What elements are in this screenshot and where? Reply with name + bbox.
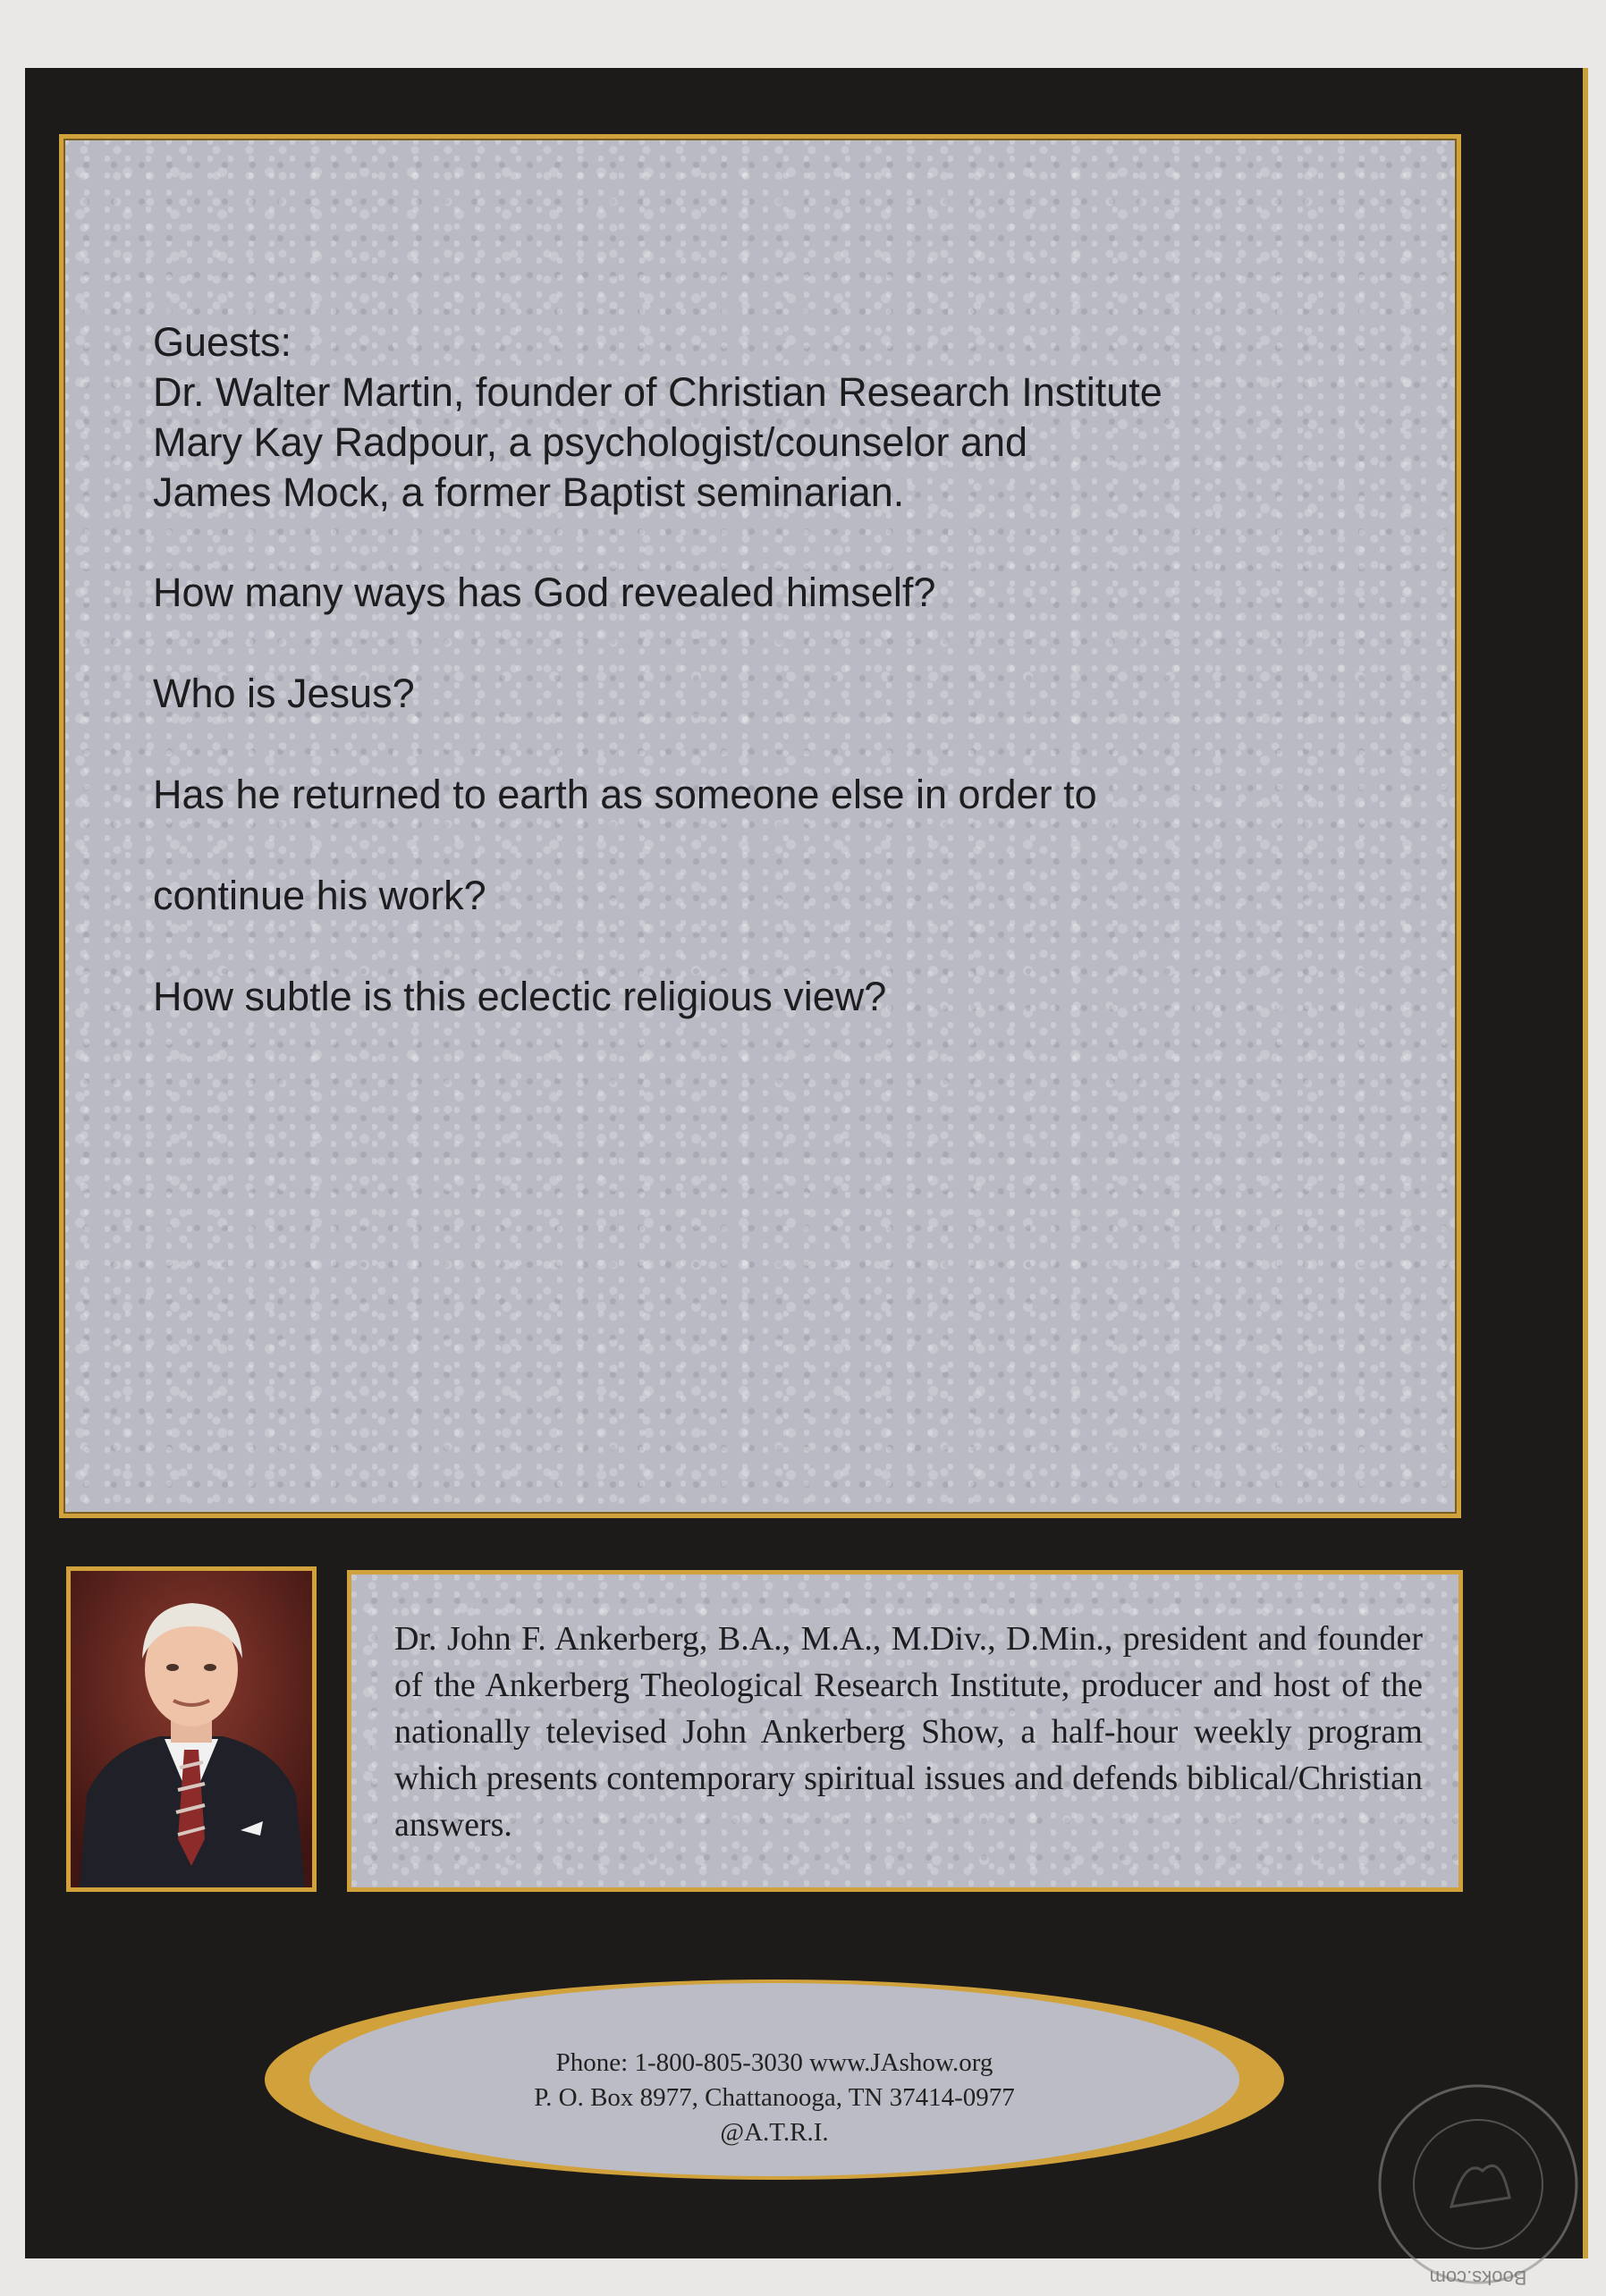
guest-line: Mary Kay Radpour, a psychologist/counselor and	[153, 419, 1028, 465]
guests-block	[153, 317, 1315, 518]
stamp-text: Books.com	[1429, 2266, 1527, 2289]
guest-line: James Mock, a former Baptist seminarian.	[153, 469, 905, 515]
contact-info	[265, 2046, 1284, 2150]
host-portrait-image	[71, 1571, 312, 1887]
host-bio-panel	[347, 1570, 1463, 1892]
cover-gold-edge	[1583, 68, 1588, 2258]
question: continue his work?	[153, 873, 486, 918]
question: How many ways has God revealed himself?	[153, 570, 936, 615]
main-description-panel	[59, 134, 1461, 1518]
question: How subtle is this eclectic religious view?	[153, 974, 887, 1019]
guest-line: Dr. Walter Martin, founder of Christian Research Institute	[153, 369, 1162, 415]
contact-address: P. O. Box 8977, Chattanooga, TN 37414-0977	[534, 2083, 1015, 2112]
contact-oval	[265, 1972, 1284, 2187]
contact-phone-web: Phone: 1-800-805-3030 www.JAshow.org	[555, 2048, 993, 2077]
host-bio-text: Dr. John F. Ankerberg, B.A., M.A., M.Div., D.Min., president and founder of the Ankerberg Theological Research Institute, producer and host of the nationally televised John Ankerberg Show, a half-hour weekly program which presents contemporary spiritual issues and defends biblical/Christian answers.	[394, 1620, 1423, 1844]
guests-heading: Guests:	[153, 319, 292, 365]
seller-stamp-watermark	[1366, 2072, 1590, 2296]
host-photo	[66, 1566, 317, 1892]
question: Who is Jesus?	[153, 671, 415, 716]
description-text	[153, 317, 1315, 1073]
dvd-back-cover	[25, 68, 1583, 2258]
question: Has he returned to earth as someone else in order to	[153, 772, 1097, 817]
contact-handle: @A.T.R.I.	[720, 2118, 829, 2147]
